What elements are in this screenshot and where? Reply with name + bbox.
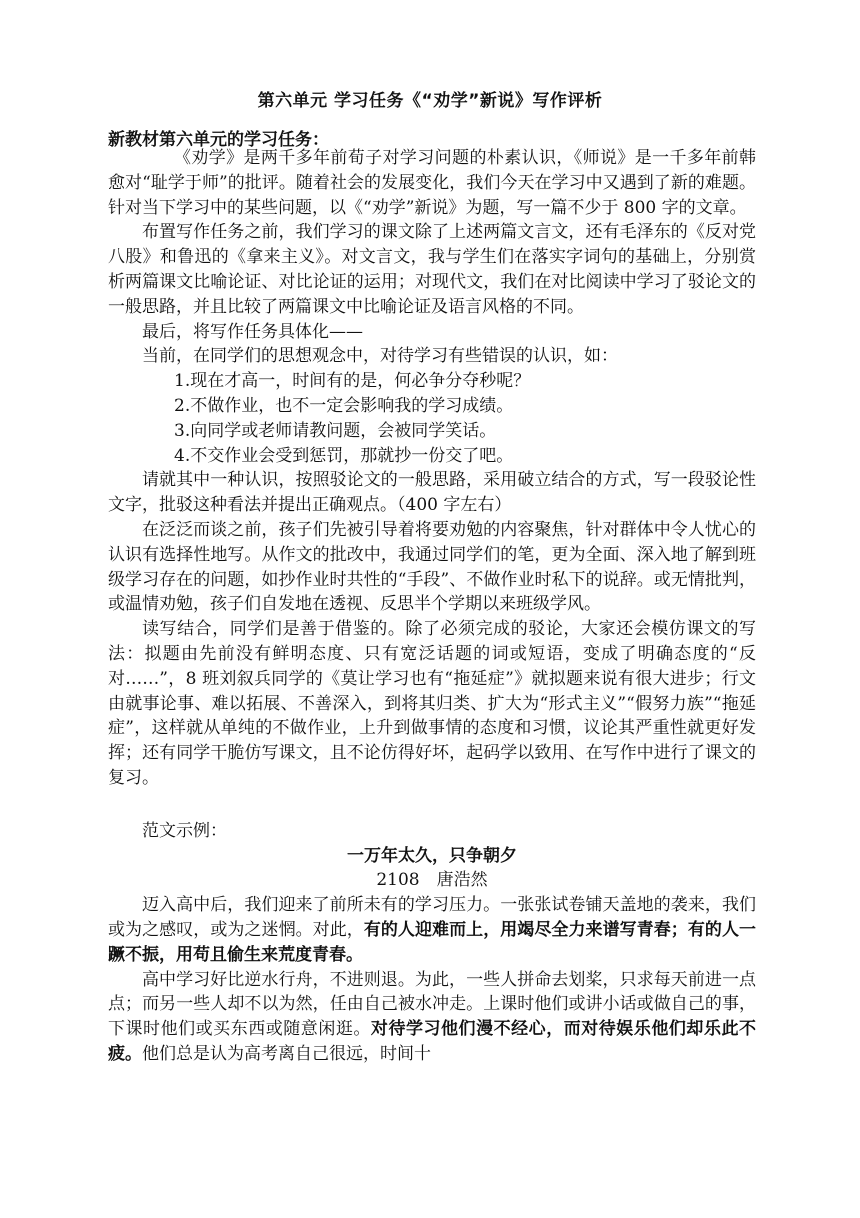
paragraph-instruction: 请就其中一种认识，按照驳论文的一般思路，采用破立结合的方式，写一段驳论性文字，批驳这种看法并提出正确观点。（400 字左右） (108, 470, 756, 516)
example-text: 迈入高中后，我们迎来了前所未有的学习压力。一张张试卷铺天盖地的袭来，我们或为之感叹，或为之迷惘。对此， (108, 895, 756, 940)
list-item: 3.向同学或老师请教问题，会被同学笑话。 (174, 420, 497, 441)
example-emphasis: 对待学习他们漫不经心，而对待娱乐他们却乐此不疲。 (108, 1019, 757, 1064)
example-label: 范文示例： (142, 820, 227, 841)
example-author: 2108 唐浩然 (376, 870, 488, 891)
document-body (108, 146, 756, 1067)
paragraph-task: 《劝学》是两千多年前荀子对学习问题的朴素认识，《师说》是一千多年前韩愈对“耻学于师”的批评。随着社会的发展变化，我们今天在学习中又遇到了新的难题。针对当下学习中的某些问题，以《“劝学”新说》为题，写一篇不少于 800 字的文章。 (108, 148, 756, 218)
document-title: 第六单元 学习任务《“劝学”新说》写作评析 (257, 91, 603, 111)
example-emphasis: 有的人迎难而上，用竭尽全力来谱写青春；有的人一蹶不振，用苟且偷生来荒度青春。 (108, 919, 757, 965)
example-text: 他们总是认为高考离自己很远，时间十 (142, 1043, 431, 1064)
section-heading: 新教材第六单元的学习任务： (108, 130, 329, 150)
example-paragraph-1 (108, 893, 756, 967)
example-title: 一万年太久，只争朝夕 (347, 845, 517, 866)
paragraph-preparation: 布置写作任务之前，我们学习的课文除了上述两篇文言文，还有毛泽东的《反对党八股》和鲁迅的《拿来主义》。对文言文，我与学生们在落实字词句的基础上，分别赏析两篇课文比喻论证、对比论证的运用；对现代文，我们在对比阅读中学习了驳论文的一般思路，并且比较了两篇课文中比喻论证及语言风格的不同。 (108, 222, 756, 317)
paragraph-finally: 最后，将写作任务具体化—— (142, 321, 363, 342)
paragraph-reading-writing: 读写结合，同学们是善于借鉴的。除了必须完成的驳论，大家还会模仿课文的写法：拟题由先前没有鲜明态度、只有宽泛话题的词或短语，变成了明确态度的“反对……”，8 班刘叙兵同学的《莫让学习也有“拖延症”》就拟题来说有很大进步；行文由就事论事、难以拓展、不善深入，到将其归类、扩大为“形式主义”“假努力族”“拖延症”，这样就从单纯的不做作业，上升到做事情的态度和习惯，议论其严重性就更好发挥；还有同学干脆仿写课文，且不论仿得好坏，起码学以致用、在写作中进行了课文的复习。 (108, 619, 756, 788)
paragraph-current: 当前，在同学们的思想观念中，对待学习有些错误的认识，如： (142, 346, 618, 367)
list-item: 4.不交作业会受到惩罚，那就抄一份交了吧。 (174, 445, 514, 466)
list-item: 1.现在才高一，时间有的是，何必争分夺秒呢？ (174, 371, 531, 392)
paragraph-focus: 在泛泛而谈之前，孩子们先被引导着将要劝勉的内容聚焦，针对群体中令人忧心的认识有选择性地写。从作文的批改中，我通过同学们的笔，更为全面、深入地了解到班级学习存在的问题，如抄作业时共性的“手段”、不做作业时私下的说辞。或无情批判，或温情劝勉，孩子们自发地在透视、反思半个学期以来班级学风。 (108, 519, 756, 615)
spacer (108, 791, 756, 819)
example-paragraph-2 (108, 968, 756, 1067)
example-text: 高中学习好比逆水行舟，不进则退。为此，一些人拼命去划桨，只求每天前进一点点；而另一些人却不以为然，任由自己被水冲走。上课时他们或讲小话或做自己的事，下课时他们或买东西或随意闲逛。 (108, 969, 756, 1040)
list-item: 2.不做作业，也不一定会影响我的学习成绩。 (174, 395, 514, 416)
